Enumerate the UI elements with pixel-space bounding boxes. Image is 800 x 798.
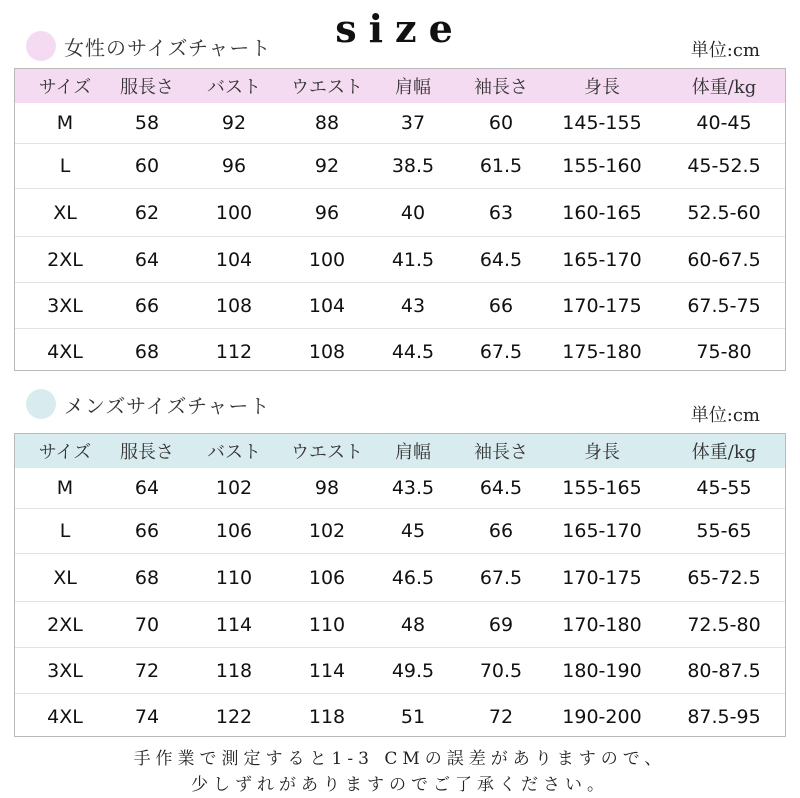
table-cell: 45 [400,520,426,542]
table-cell: 64.5 [479,248,523,271]
table-cell: 118 [308,706,346,728]
column-header: サイズ [38,442,92,463]
men-unit-label: 単位:cm [690,405,760,426]
table-cell: 62 [134,201,160,224]
table-cell: 72.5-80 [687,613,761,636]
column-header: ウエスト [291,442,363,463]
table-cell: 64.5 [479,477,523,499]
table-cell: 61.5 [479,155,523,177]
table-cell: 68 [134,340,160,363]
column-header: 服長さ [120,77,174,98]
column-header: バスト [207,442,261,463]
table-cell: 38.5 [391,155,435,177]
table-cell: 122 [215,706,253,728]
table-row [15,601,785,647]
table-cell: 110 [308,613,346,636]
table-cell: 72 [134,659,160,682]
table-row [15,236,785,282]
table-cell: 92 [314,155,340,177]
footer-note-line-1: 手作業で測定すると1-3 CMの誤差がありますので、 [133,749,667,769]
table-cell: 155-165 [562,477,642,499]
table-cell: 46.5 [391,566,435,589]
table-cell: 100 [308,248,346,271]
table-cell: 66 [488,520,514,542]
table-cell: 65-72.5 [687,566,761,589]
table-cell: 106 [215,520,253,542]
column-header: バスト [207,77,261,98]
table-cell: 67.5 [479,340,523,363]
table-cell: 92 [221,112,247,134]
column-header: 袖長さ [474,442,528,463]
table-cell: 2XL [47,613,83,636]
table-cell: 49.5 [391,659,435,682]
table-cell: 40 [400,201,426,224]
column-header: 服長さ [120,442,174,463]
table-cell: 55-65 [696,520,752,542]
table-cell: 118 [215,659,253,682]
column-header: 袖長さ [474,77,528,98]
column-header: サイズ [38,77,92,98]
table-cell: 87.5-95 [687,706,761,728]
table-cell: 72 [488,706,514,728]
table-cell: 104 [308,294,346,317]
table-cell: 165-170 [562,520,642,542]
table-cell: 114 [215,613,253,636]
table-cell: 69 [488,613,514,636]
table-row [15,188,785,236]
table-cell: 3XL [47,294,83,317]
table-cell: 170-175 [562,294,642,317]
table-cell: 44.5 [391,340,435,363]
table-cell: 3XL [47,659,83,682]
table-cell: 88 [314,112,340,134]
table-cell: 66 [488,294,514,317]
table-row [15,282,785,328]
men-section-heading [26,388,270,420]
column-header: 肩幅 [395,77,431,98]
table-cell: XL [53,566,77,589]
table-cell: 104 [215,248,253,271]
table-row [15,508,785,553]
table-cell: 96 [314,201,340,224]
men-bullet-dot [26,389,56,419]
table-cell: 45-52.5 [687,155,761,177]
table-cell: 108 [308,340,346,363]
table-cell: 145-155 [562,112,642,134]
table-cell: 40-45 [696,112,752,134]
table-cell: 66 [134,520,160,542]
table-cell: 68 [134,566,160,589]
table-cell: L [59,155,71,177]
footer-note-line-2: 少しずれがありますのでご了承ください。 [191,775,609,795]
table-header-row [15,69,785,103]
table-cell: 98 [314,477,340,499]
table-row [15,103,785,143]
table-cell: 170-175 [562,566,642,589]
table-cell: 37 [400,112,426,134]
table-cell: 165-170 [562,248,642,271]
women-bullet-dot [26,31,56,61]
table-cell: 45-55 [696,477,752,499]
table-cell: 4XL [47,340,83,363]
column-header: 肩幅 [395,442,431,463]
table-cell: M [56,112,74,134]
table-cell: 100 [215,201,253,224]
table-cell: 4XL [47,706,83,728]
table-cell: 70.5 [479,659,523,682]
table-cell: 108 [215,294,253,317]
table-row [15,328,785,374]
table-row [15,553,785,601]
table-cell: 67.5 [479,566,523,589]
table-cell: 43.5 [391,477,435,499]
table-cell: 114 [308,659,346,682]
table-cell: M [56,477,74,499]
table-cell: 63 [488,201,514,224]
table-cell: 48 [400,613,426,636]
men-size-table [14,433,786,737]
table-cell: 70 [134,613,160,636]
column-header: ウエスト [291,77,363,98]
table-row [15,647,785,693]
table-cell: 74 [134,706,160,728]
table-cell: 64 [134,248,160,271]
men-heading-label: メンズサイズチャート [64,393,271,418]
table-cell: 96 [221,155,247,177]
table-cell: 75-80 [696,340,752,363]
table-cell: 60 [488,112,514,134]
table-cell: 180-190 [562,659,642,682]
table-cell: 112 [215,340,253,363]
table-cell: 58 [134,112,160,134]
table-row [15,468,785,508]
table-cell: XL [53,201,77,224]
column-header: 身長 [584,77,620,98]
table-cell: L [59,520,71,542]
table-row [15,143,785,188]
table-cell: 190-200 [562,706,642,728]
column-header: 体重/kg [691,442,757,463]
column-header: 体重/kg [691,77,757,98]
table-cell: 52.5-60 [687,201,761,224]
table-cell: 64 [134,477,160,499]
women-size-table [14,68,786,371]
table-body [15,103,785,374]
table-cell: 60-67.5 [687,248,761,271]
table-cell: 102 [215,477,253,499]
table-cell: 2XL [47,248,83,271]
table-cell: 67.5-75 [687,294,761,317]
table-cell: 51 [400,706,426,728]
table-row [15,693,785,740]
table-cell: 160-165 [562,201,642,224]
table-cell: 110 [215,566,253,589]
table-cell: 175-180 [562,340,642,363]
women-unit-label: 単位:cm [690,40,760,61]
table-cell: 155-160 [562,155,642,177]
table-cell: 41.5 [391,248,435,271]
table-cell: 66 [134,294,160,317]
table-body [15,468,785,740]
table-cell: 80-87.5 [687,659,761,682]
column-header: 身長 [584,442,620,463]
table-cell: 106 [308,566,346,589]
table-cell: 60 [134,155,160,177]
page-title: size [335,6,465,51]
table-cell: 43 [400,294,426,317]
women-heading-label: 女性のサイズチャート [64,35,272,60]
table-header-row [15,434,785,468]
women-section-heading [26,30,271,62]
table-cell: 102 [308,520,346,542]
table-cell: 170-180 [562,613,642,636]
